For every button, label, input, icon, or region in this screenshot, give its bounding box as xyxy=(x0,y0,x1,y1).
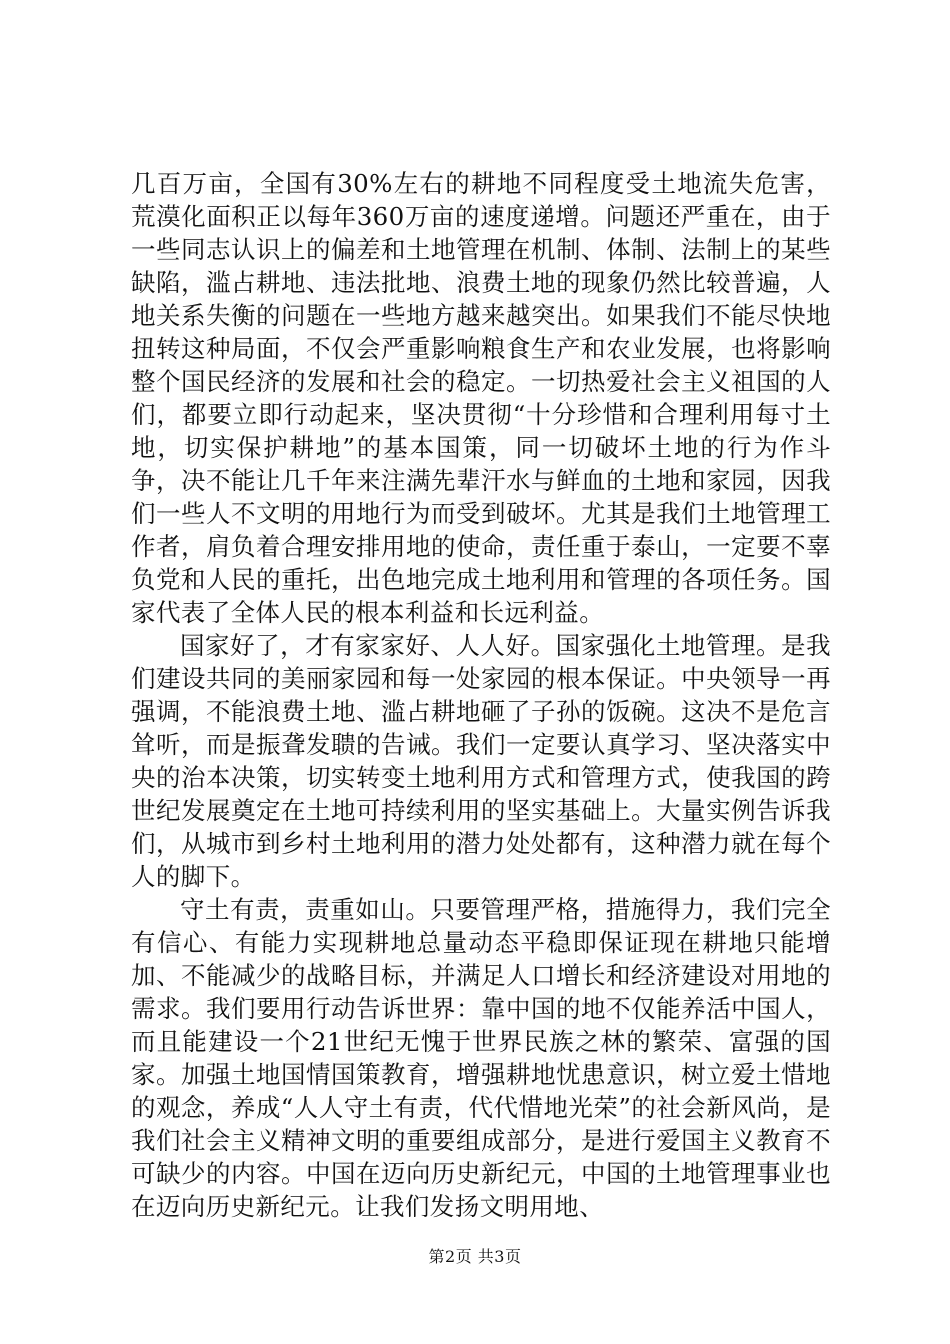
document-body xyxy=(131,167,831,1223)
paragraph-continued: 几百万亩，全国有30%左右的耕地不同程度受土地流失危害，荒漠化面积正以每年360万亩的速度递增。问题还严重在，由于一些同志认识上的偏差和土地管理在机制、体制、法制上的某些缺陷，滥占耕地、违法批地、浪费土地的现象仍然比较普遍，人地关系失衡的问题在一些地方越来越突出。如果我们不能尽快地扭转这种局面，不仅会严重影响粮食生产和农业发展，也将影响整个国民经济的发展和社会的稳定。一切热爱社会主义祖国的人们，都要立即行动起来，坚决贯彻“十分珍惜和合理利用每寸土地，切实保护耕地”的基本国策，同一切破坏土地的行为作斗争，决不能让几千年来注满先辈汗水与鲜血的土地和家园，因我们一些人不文明的用地行为而受到破坏。尤其是我们土地管理工作者，肩负着合理安排用地的使命，责任重于泰山，一定要不辜负党和人民的重托，出色地完成土地利用和管理的各项任务。国家代表了全体人民的根本利益和长远利益。 xyxy=(131,169,831,627)
page-number-footer: 第2页 共3页 xyxy=(428,1247,522,1266)
paragraph: 守土有责，责重如山。只要管理严格，措施得力，我们完全有信心、有能力实现耕地总量动态平稳即保证现在耕地只能增加、不能减少的战略目标，并满足人口增长和经济建设对用地的需求。我们要用行动告诉世界：靠中国的地不仅能养活中国人，而且能建设一个21世纪无愧于世界民族之林的繁荣、富强的国家。加强土地国情国策教育，增强耕地忧患意识，树立爱土惜地的观念，养成“人人守土有责，代代惜地光荣”的社会新风尚，是我们社会主义精神文明的重要组成部分，是进行爱国主义教育不可缺少的内容。中国在迈向历史新纪元，中国的土地管理事业也在迈向历史新纪元。让我们发扬文明用地、 xyxy=(131,895,831,1221)
paragraph: 国家好了，才有家家好、人人好。国家强化土地管理。是我们建设共同的美丽家园和每一处家园的根本保证。中央领导一再强调，不能浪费土地、滥占耕地砸了子孙的饭碗。这决不是危言耸听，而是振聋发聩的告诫。我们一定要认真学习、坚决落实中央的治本决策，切实转变土地利用方式和管理方式，使我国的跨世纪发展奠定在土地可持续利用的坚实基础上。大量实例告诉我们，从城市到乡村土地利用的潜力处处都有，这种潜力就在每个人的脚下。 xyxy=(131,631,831,891)
